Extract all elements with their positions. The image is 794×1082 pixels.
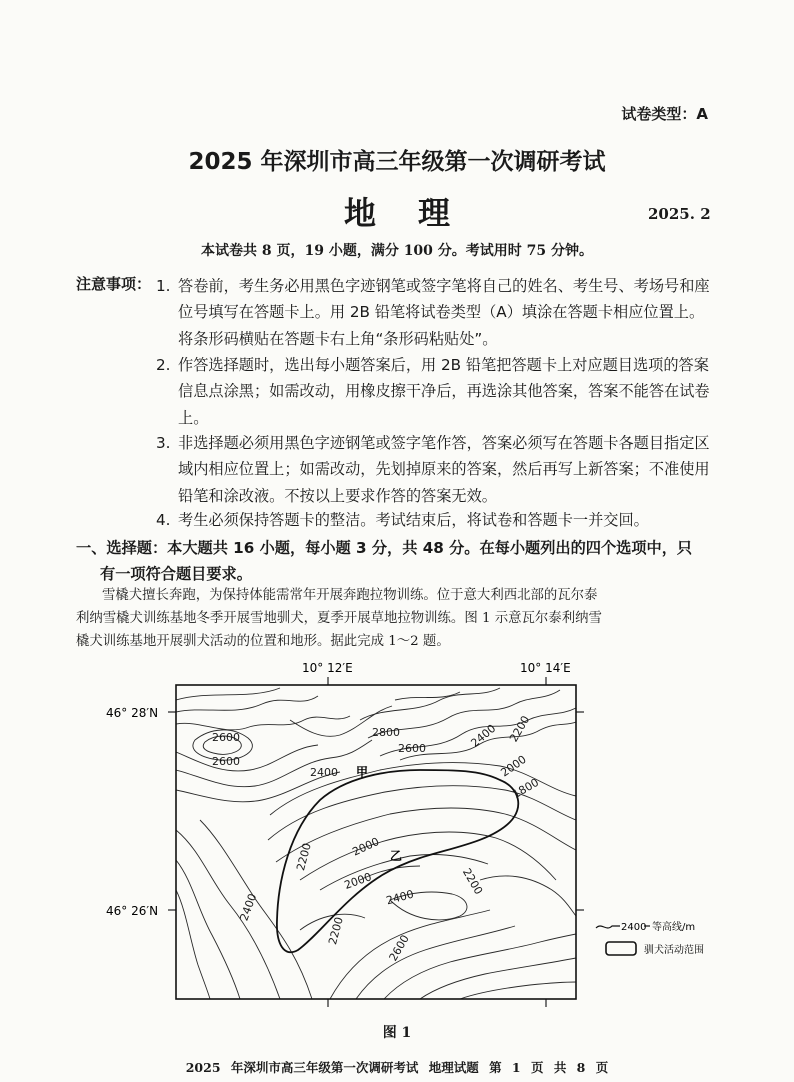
notice-item-number: 4.	[156, 511, 171, 529]
figure-label: 图 1	[382, 1025, 412, 1041]
notice-item-2	[156, 352, 712, 431]
passage-line1: 雪橇犬擅长奔跑，为保持体能需常年开展奔跑拉物训练。位于意大利西北部的瓦尔泰	[102, 588, 598, 603]
latitude-bottom-label: 46° 26′N	[106, 904, 159, 918]
contour-label: 2800	[372, 726, 400, 739]
passage-line2: 利纳雪橇犬训练基地冬季开展雪地驯犬，夏季开展草地拉物训练。图 1 示意瓦尔泰利纳雪	[76, 611, 602, 626]
legend-contour-text: 等高线/m	[652, 922, 696, 933]
legend-contour-value: 2400	[621, 922, 647, 933]
notice-item-1	[156, 273, 712, 352]
contour-label: 2000	[498, 752, 529, 780]
exam-title: 2025 年深圳市高三年级第一次调研考试	[188, 149, 606, 175]
contour-label: 2400	[237, 891, 260, 923]
contour-label: 2600	[212, 755, 240, 768]
point-jia-label: 甲	[356, 765, 369, 779]
notice-item-4	[156, 507, 712, 533]
exam-date: 2025. 2	[648, 205, 711, 223]
contour-label: 2000	[342, 870, 374, 892]
notice-item-number: 3.	[156, 434, 171, 452]
map-legend	[596, 920, 704, 956]
longitude-right-label: 10° 14′E	[520, 661, 571, 675]
notice-item-number: 2.	[156, 356, 171, 374]
contour-label: 2200	[459, 866, 486, 897]
contour-label: 2200	[326, 915, 346, 947]
contour-label: 2600	[386, 932, 412, 964]
notice-item-3	[156, 430, 712, 509]
passage-line3: 橇犬训练基地开展驯犬活动的位置和地形。据此完成 1～2 题。	[76, 634, 450, 649]
contour-label: 2200	[294, 841, 314, 873]
legend-contour-symbol	[596, 926, 620, 928]
notice-item-text: 答卷前，考生务必用黑色字迹钢笔或签字笔将自己的姓名、考生号、考场号和座位号填写在答题卡上。用 2B 铅笔将试卷类型（A）填涂在答题卡相应位置上。将条形码横贴在答题卡右上角“条形码粘贴处”。	[178, 277, 710, 348]
contour-label: 2400	[384, 887, 416, 908]
question-passage	[76, 584, 726, 653]
topographic-map	[0, 650, 794, 1020]
paper-type: 试卷类型：A	[621, 105, 708, 123]
notice-item-text: 非选择题必须用黑色字迹钢笔或签字笔作答，答案必须写在答题卡各题目指定区域内相应位置上；如需改动，先划掉原来的答案，然后再写上新答案；不准使用铅笔和涂改液。不按以上要求作答的答案无效。	[178, 434, 710, 505]
contour-label: 2200	[507, 713, 533, 745]
point-yi-label: 乙	[390, 849, 403, 863]
exam-summary: 本试卷共 8 页，19 小题，满分 100 分。考试用时 75 分钟。	[200, 243, 594, 259]
latitude-top-label: 46° 28′N	[106, 706, 159, 720]
contour-label: 2000	[350, 834, 382, 859]
page-footer: 2025 年深圳市高三年级第一次调研考试 地理试题 第 1 页 共 8 页	[185, 1060, 609, 1075]
legend-area-symbol	[606, 942, 636, 955]
section-heading-line2: 有一项符合题目要求。	[100, 565, 252, 584]
notice-item-number: 1.	[156, 277, 171, 295]
section-heading	[76, 535, 716, 588]
subject-title: 地理	[343, 194, 492, 232]
contour-label: 2400	[310, 766, 338, 779]
contour-label: 2600	[398, 742, 426, 755]
longitude-left-label: 10° 12′E	[302, 661, 353, 675]
contour-label: 1800	[510, 775, 542, 802]
notice-label: 注意事项：	[76, 275, 152, 293]
notice-item-text: 作答选择题时，选出每小题答案后，用 2B 铅笔把答题卡上对应题目选项的答案信息点涂黑；如需改动，用橡皮擦干净后，再选涂其他答案，答案不能答在试卷上。	[178, 356, 710, 427]
contour-label: 2600	[212, 731, 240, 744]
legend-area-text: 驯犬活动范围	[644, 945, 704, 956]
section-heading-line1: 一、选择题：本大题共 16 小题，每小题 3 分，共 48 分。在每小题列出的四个选项中，只	[76, 539, 693, 557]
notice-item-text: 考生必须保持答题卡的整洁。考试结束后，将试卷和答题卡一并交回。	[178, 511, 649, 529]
contour-label: 2400	[468, 721, 499, 750]
contour-label-group	[212, 714, 541, 964]
